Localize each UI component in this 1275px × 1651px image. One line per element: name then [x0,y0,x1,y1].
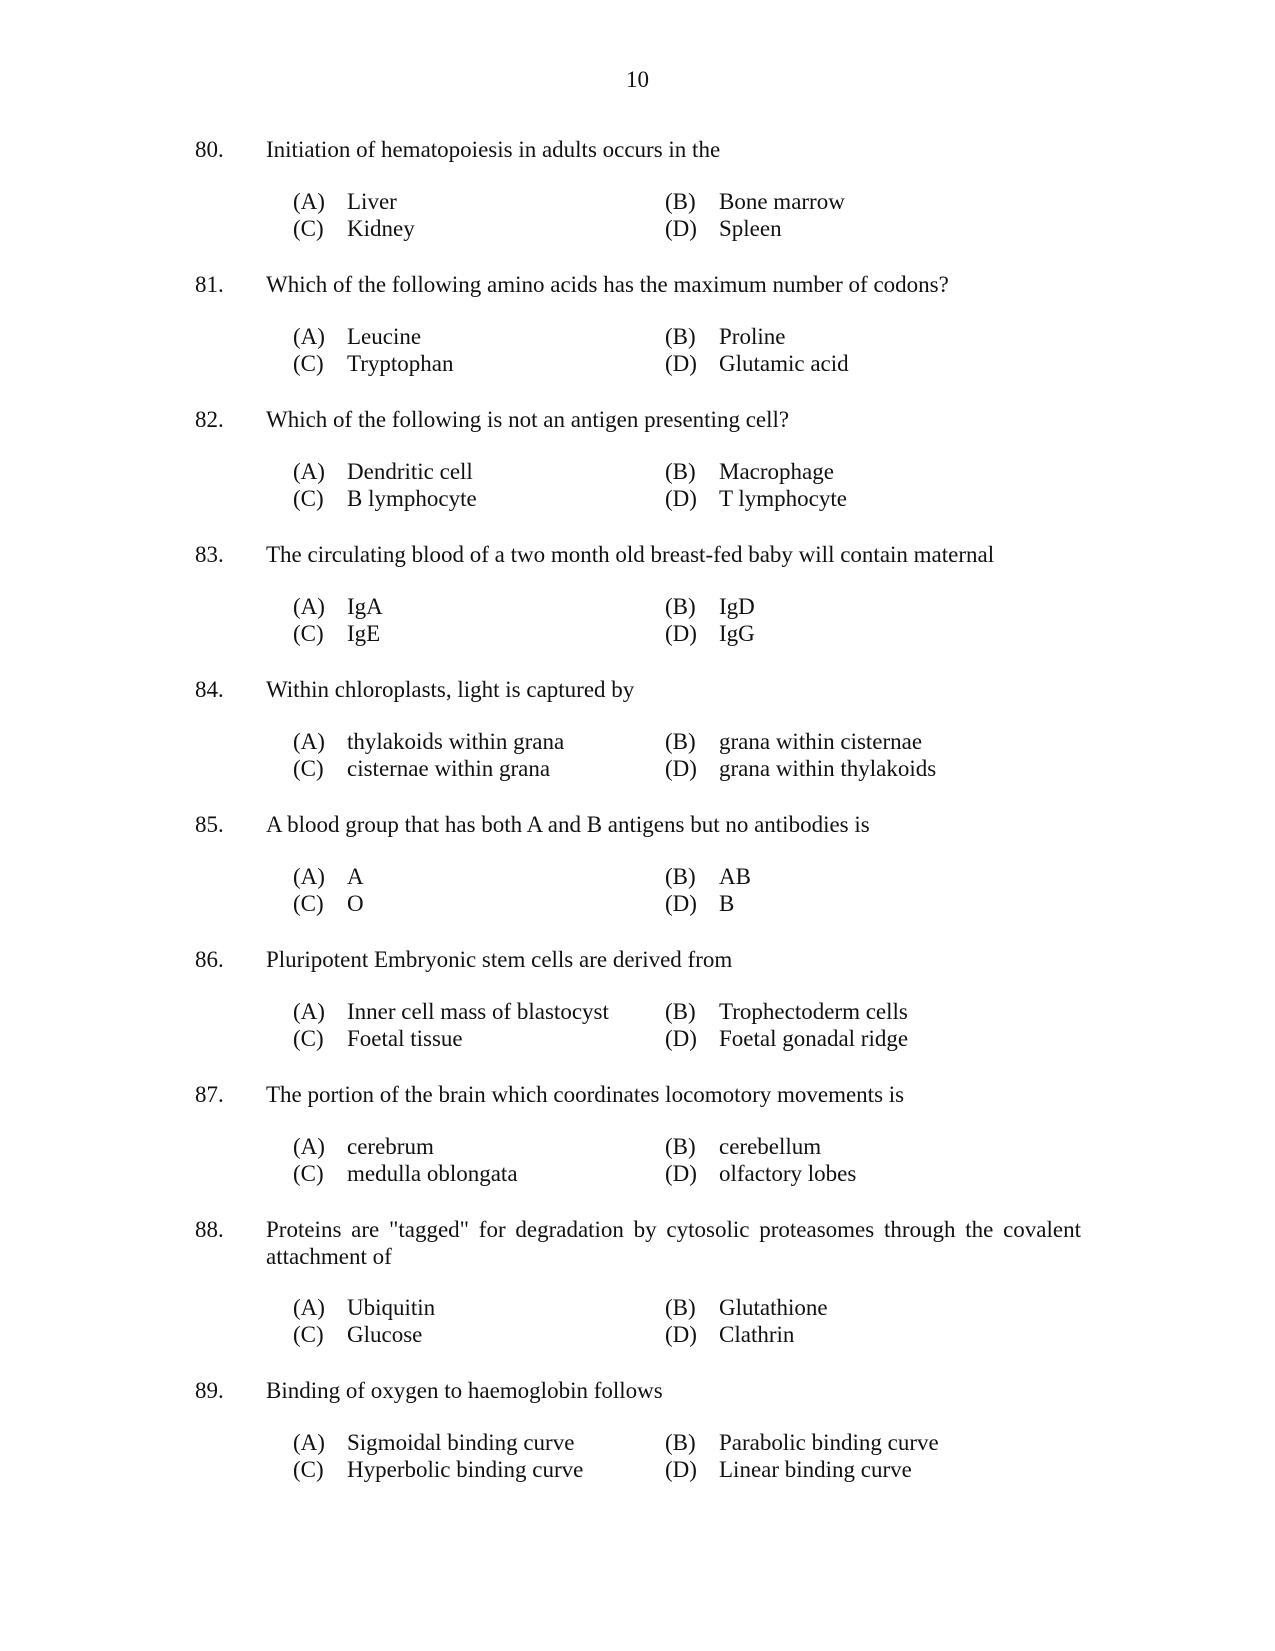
option-letter: (B) [665,1134,696,1159]
option-letter: (B) [665,459,696,484]
option-letter: (A) [293,1295,325,1320]
question-header [0,1377,1275,1407]
question-text: A blood group that has both A and B antigens but no antibodies is [266,812,870,837]
question-text: Which of the following amino acids has the maximum number of codons? [266,272,949,297]
option-letter: (D) [665,1457,697,1482]
question-text: The circulating blood of a two month old breast-fed baby will contain maternal [266,542,995,567]
option-text: A [347,864,364,889]
option-letter: (D) [665,1026,697,1051]
option-letter: (A) [293,1134,325,1159]
option-letter: (C) [293,216,324,241]
option-letter: (B) [665,864,696,889]
question-83 [0,541,1275,647]
option-text: B lymphocyte [347,486,477,511]
option-text: AB [719,864,751,889]
option-letter: (C) [293,1457,324,1482]
question-80 [0,136,1275,242]
option-text: grana within cisternae [719,729,923,754]
option-letter: (C) [293,351,324,376]
question-84 [0,676,1275,782]
option-letter: (C) [293,621,324,646]
option-letter: (D) [665,756,697,781]
option-letter: (A) [293,459,325,484]
options [0,458,1275,512]
question-header [0,946,1275,976]
option-text: B [719,891,735,916]
option-letter: (A) [293,999,325,1024]
option-text: Leucine [347,324,422,349]
question-text: Binding of oxygen to haemoglobin follows [266,1378,663,1403]
options [0,863,1275,917]
question-header [0,676,1275,706]
question-89 [0,1377,1275,1483]
option-text: IgA [347,594,383,619]
option-letter: (B) [665,729,696,754]
option-text: Proline [719,324,786,349]
option-text: Trophectoderm cells [719,999,908,1024]
option-text: Macrophage [719,459,834,484]
question-number: 82. [195,407,224,432]
option-letter: (C) [293,891,324,916]
option-text: Inner cell mass of blastocyst [347,999,609,1024]
options [0,1429,1275,1483]
options [0,998,1275,1052]
options [0,1133,1275,1187]
question-85 [0,811,1275,917]
option-text: grana within thylakoids [719,756,937,781]
option-text: cerebellum [719,1134,822,1159]
option-letter: (B) [665,189,696,214]
option-letter: (B) [665,594,696,619]
option-text: Tryptophan [347,351,454,376]
question-number: 89. [195,1378,224,1403]
option-text: Kidney [347,216,415,241]
option-letter: (A) [293,324,325,349]
question-header [0,1216,1275,1272]
option-letter: (C) [293,756,324,781]
option-letter: (B) [665,999,696,1024]
question-text: Initiation of hematopoiesis in adults occurs in the [266,137,721,162]
options [0,728,1275,782]
option-letter: (D) [665,891,697,916]
question-number: 83. [195,542,224,567]
option-text: Glucose [347,1322,423,1347]
question-header [0,406,1275,436]
option-text: T lymphocyte [719,486,847,511]
option-letter: (C) [293,1161,324,1186]
option-text: Ubiquitin [347,1295,436,1320]
option-text: Dendritic cell [347,459,473,484]
option-letter: (A) [293,729,325,754]
option-text: IgG [719,621,755,646]
question-86 [0,946,1275,1052]
option-letter: (D) [665,1322,697,1347]
option-text: cerebrum [347,1134,434,1159]
question-header [0,1081,1275,1111]
question-number: 84. [195,677,224,702]
option-text: Liver [347,189,397,214]
question-header [0,136,1275,166]
option-letter: (C) [293,1026,324,1051]
option-letter: (D) [665,216,697,241]
question-number: 81. [195,272,224,297]
option-letter: (A) [293,1430,325,1455]
question-number: 80. [195,137,224,162]
option-letter: (B) [665,1430,696,1455]
option-letter: (C) [293,1322,324,1347]
options [0,188,1275,242]
option-text: olfactory lobes [719,1161,857,1186]
option-letter: (D) [665,621,697,646]
option-text: Spleen [719,216,782,241]
option-letter: (C) [293,486,324,511]
option-text: Bone marrow [719,189,845,214]
option-letter: (D) [665,486,697,511]
question-number: 88. [195,1217,224,1242]
question-number: 87. [195,1082,224,1107]
question-number: 86. [195,947,224,972]
question-list [0,136,1275,1512]
question-text: Pluripotent Embryonic stem cells are derived from [266,947,733,972]
option-text: cisternae within grana [347,756,551,781]
option-text: Glutamic acid [719,351,849,376]
option-text: Clathrin [719,1322,795,1347]
question-number: 85. [195,812,224,837]
question-87 [0,1081,1275,1187]
option-text: Foetal tissue [347,1026,463,1051]
question-text: The portion of the brain which coordinates locomotory movements is [266,1082,905,1107]
option-letter: (B) [665,324,696,349]
question-text: Within chloroplasts, light is captured by [266,677,635,702]
option-text: Sigmoidal binding curve [347,1430,575,1455]
question-text: Which of the following is not an antigen presenting cell? [266,407,790,432]
option-letter: (A) [293,864,325,889]
option-text: thylakoids within grana [347,729,565,754]
page-number: 10 [626,67,649,92]
option-text: IgE [347,621,381,646]
options [0,323,1275,377]
question-header [0,811,1275,841]
question-82 [0,406,1275,512]
option-text: Glutathione [719,1295,828,1320]
question-header [0,271,1275,301]
question-text: Proteins are "tagged" for degradation by cytosolic proteasomes through the covalent attachment of [266,1217,1081,1269]
option-letter: (D) [665,351,697,376]
option-letter: (B) [665,1295,696,1320]
option-text: medulla oblongata [347,1161,518,1186]
option-text: Hyperbolic binding curve [347,1457,584,1482]
option-text: Linear binding curve [719,1457,912,1482]
option-text: O [347,891,364,916]
question-header [0,541,1275,571]
question-81 [0,271,1275,377]
option-text: Parabolic binding curve [719,1430,939,1455]
option-text: IgD [719,594,755,619]
question-88 [0,1216,1275,1348]
option-letter: (A) [293,189,325,214]
options [0,1294,1275,1348]
option-letter: (D) [665,1161,697,1186]
option-letter: (A) [293,594,325,619]
options [0,593,1275,647]
option-text: Foetal gonadal ridge [719,1026,909,1051]
